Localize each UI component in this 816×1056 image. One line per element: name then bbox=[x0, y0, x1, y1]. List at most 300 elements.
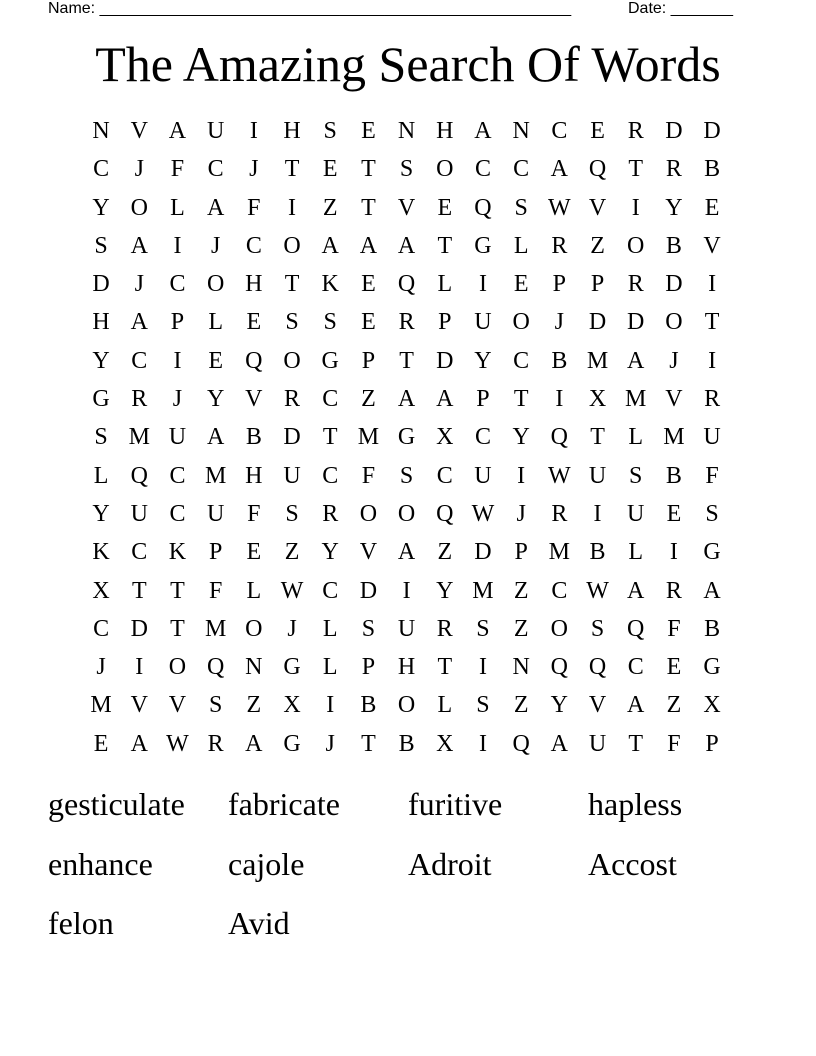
grid-letter: S bbox=[476, 692, 490, 719]
grid-letter: O bbox=[130, 194, 148, 221]
grid-letter: V bbox=[130, 118, 148, 144]
grid-letter: A bbox=[703, 577, 721, 604]
grid-letter: K bbox=[321, 271, 339, 298]
grid-letter: R bbox=[131, 386, 148, 413]
grid-letter: I bbox=[708, 347, 717, 374]
grid-letter: U bbox=[206, 118, 225, 144]
grid-letter: O bbox=[627, 232, 645, 259]
grid-letter: L bbox=[322, 654, 338, 681]
grid-letter: S bbox=[629, 462, 643, 489]
grid-letter: C bbox=[436, 462, 453, 489]
grid-letter: Y bbox=[512, 424, 530, 451]
grid-letter: C bbox=[551, 577, 568, 604]
grid-letter: O bbox=[436, 156, 454, 183]
grid-letter: P bbox=[514, 539, 528, 566]
grid-letter: D bbox=[359, 577, 378, 604]
grid-letter: I bbox=[402, 577, 411, 604]
grid-letter: C bbox=[551, 118, 568, 144]
grid-letter: L bbox=[628, 424, 644, 451]
grid-letter: P bbox=[361, 654, 376, 681]
grid-letter: I bbox=[478, 271, 487, 298]
grid-letter: C bbox=[474, 156, 491, 183]
grid-letter: C bbox=[169, 271, 186, 298]
grid-letter: A bbox=[397, 232, 416, 259]
grid-letter: C bbox=[322, 386, 339, 413]
grid-letter: I bbox=[708, 271, 717, 298]
grid-letter: U bbox=[130, 500, 148, 527]
grid-letter: C bbox=[245, 232, 262, 259]
grid-letter: R bbox=[665, 577, 682, 604]
grid-letter: A bbox=[550, 156, 569, 183]
grid-letter: Q bbox=[550, 654, 569, 681]
grid-letter: M bbox=[548, 539, 571, 566]
word-list-item: hapless bbox=[588, 786, 683, 822]
grid-letter: F bbox=[667, 615, 681, 642]
grid-letter: L bbox=[437, 271, 453, 298]
grid-letter: F bbox=[208, 577, 223, 604]
grid-letter: Q bbox=[206, 654, 225, 681]
word-list-item: Adroit bbox=[408, 845, 492, 882]
grid-letter: T bbox=[513, 386, 529, 413]
grid-letter: B bbox=[360, 692, 377, 719]
letter-grid bbox=[82, 112, 731, 763]
grid-letter: T bbox=[437, 654, 453, 681]
grid-letter: C bbox=[322, 577, 339, 604]
grid-letter: Y bbox=[474, 347, 492, 374]
grid-letter: Z bbox=[284, 539, 300, 566]
grid-letter: R bbox=[398, 309, 415, 336]
word-list-item: fabricate bbox=[228, 786, 340, 822]
grid-letter: U bbox=[474, 462, 492, 489]
grid-letter: T bbox=[170, 615, 185, 642]
grid-letter: K bbox=[92, 539, 110, 566]
grid-letter: F bbox=[705, 462, 719, 489]
grid-letter: A bbox=[130, 232, 148, 259]
grid-letter: E bbox=[666, 500, 682, 527]
grid-letter: T bbox=[361, 730, 376, 757]
grid-letter: T bbox=[437, 232, 453, 259]
grid-letter: C bbox=[93, 156, 110, 183]
grid-letter: O bbox=[359, 500, 378, 527]
grid-letter: S bbox=[285, 500, 299, 527]
grid-letter: J bbox=[134, 156, 144, 183]
grid-letter: N bbox=[245, 654, 263, 681]
grid-letter: O bbox=[245, 615, 263, 642]
grid-letter: S bbox=[285, 309, 299, 336]
grid-letter: M bbox=[625, 386, 647, 413]
grid-letter: Z bbox=[513, 692, 529, 719]
grid-letter: Q bbox=[512, 730, 530, 757]
grid-letter: H bbox=[397, 654, 416, 681]
grid-letter: O bbox=[397, 692, 416, 719]
word-list bbox=[48, 778, 768, 957]
grid-letter: A bbox=[474, 118, 492, 144]
grid-letter: P bbox=[705, 730, 719, 757]
grid-letter: O bbox=[168, 654, 187, 681]
grid-letter: M bbox=[472, 577, 494, 604]
grid-letter: X bbox=[703, 692, 721, 719]
grid-letter: E bbox=[361, 309, 376, 336]
grid-letter: D bbox=[627, 309, 645, 336]
grid-letter: C bbox=[513, 347, 530, 374]
date-field-label: Date: _______ bbox=[628, 0, 733, 17]
grid-letter: B bbox=[665, 462, 682, 489]
word-list-item: furitive bbox=[408, 786, 503, 822]
grid-letter: A bbox=[627, 577, 645, 604]
grid-letter: W bbox=[471, 500, 495, 527]
grid-letter: U bbox=[627, 500, 645, 527]
grid-letter: V bbox=[168, 692, 187, 719]
page-title: The Amazing Search Of Words bbox=[95, 36, 721, 92]
grid-letter: V bbox=[397, 194, 416, 221]
grid-letter: A bbox=[397, 539, 416, 566]
grid-letter: S bbox=[514, 194, 528, 221]
grid-letter: L bbox=[628, 539, 644, 566]
grid-letter: D bbox=[130, 615, 148, 642]
grid-letter: E bbox=[246, 309, 262, 336]
grid-letter: N bbox=[512, 654, 530, 681]
grid-letter: Q bbox=[436, 500, 454, 527]
grid-letter: W bbox=[548, 462, 571, 489]
grid-letter: C bbox=[322, 462, 339, 489]
word-list-item: Accost bbox=[588, 845, 677, 882]
grid-letter: Z bbox=[322, 194, 338, 221]
grid-letter: V bbox=[588, 692, 607, 719]
grid-letter: X bbox=[92, 577, 110, 604]
grid-letter: U bbox=[397, 615, 416, 642]
grid-letter: A bbox=[397, 386, 416, 413]
grid-letter: A bbox=[550, 730, 569, 757]
grid-letter: T bbox=[628, 156, 644, 183]
grid-letter: I bbox=[555, 386, 564, 413]
grid-letter: V bbox=[359, 539, 378, 566]
grid-letter: Z bbox=[246, 692, 262, 719]
grid-letter: A bbox=[130, 309, 148, 336]
grid-letter: V bbox=[588, 194, 607, 221]
grid-letter: Q bbox=[550, 424, 569, 451]
grid-letter: C bbox=[93, 615, 110, 642]
grid-letter: E bbox=[704, 194, 720, 221]
grid-letter: Z bbox=[513, 577, 529, 604]
grid-letter: W bbox=[166, 730, 189, 757]
grid-letter: S bbox=[399, 156, 414, 183]
grid-letter: I bbox=[631, 194, 640, 221]
grid-letter: P bbox=[476, 386, 490, 413]
grid-letter: J bbox=[249, 156, 259, 183]
grid-letter: J bbox=[669, 347, 679, 374]
grid-letter: D bbox=[703, 118, 721, 144]
grid-letter: B bbox=[704, 615, 721, 642]
grid-letter: S bbox=[323, 309, 337, 336]
grid-letter: H bbox=[245, 271, 263, 298]
grid-letter: L bbox=[437, 692, 453, 719]
grid-letter: O bbox=[206, 271, 225, 298]
grid-letter: Y bbox=[206, 386, 225, 413]
grid-letter: O bbox=[665, 309, 683, 336]
grid-letter: Y bbox=[92, 194, 110, 221]
grid-letter: F bbox=[667, 730, 681, 757]
grid-letter: S bbox=[208, 692, 223, 719]
grid-letter: A bbox=[130, 730, 148, 757]
grid-letter: P bbox=[361, 347, 376, 374]
grid-letter: J bbox=[172, 386, 183, 413]
grid-letter: P bbox=[170, 309, 185, 336]
grid-letter: T bbox=[322, 424, 338, 451]
grid-letter: T bbox=[704, 309, 720, 336]
grid-letter: Y bbox=[436, 577, 454, 604]
grid-letter: C bbox=[474, 424, 491, 451]
grid-letter: G bbox=[703, 539, 721, 566]
grid-letter: Q bbox=[245, 347, 263, 374]
grid-letter: C bbox=[207, 156, 224, 183]
grid-letter: D bbox=[283, 424, 301, 451]
grid-letter: R bbox=[665, 156, 682, 183]
grid-letter: V bbox=[665, 386, 683, 413]
grid-letter: E bbox=[208, 347, 223, 374]
grid-letter: I bbox=[135, 654, 144, 681]
grid-letter: E bbox=[590, 118, 605, 144]
grid-letter: V bbox=[703, 232, 721, 259]
grid-letter: R bbox=[551, 500, 568, 527]
grid-letter: W bbox=[548, 194, 571, 221]
grid-letter: S bbox=[323, 118, 337, 144]
grid-letter: Y bbox=[92, 347, 110, 374]
grid-letter: G bbox=[397, 424, 416, 451]
grid-letter: E bbox=[437, 194, 453, 221]
grid-letter: A bbox=[321, 232, 339, 259]
grid-letter: O bbox=[550, 615, 569, 642]
grid-letter: L bbox=[93, 462, 109, 489]
grid-letter: D bbox=[92, 271, 110, 298]
grid-letter: Z bbox=[437, 539, 453, 566]
grid-letter: V bbox=[130, 692, 148, 719]
grid-letter: S bbox=[476, 615, 490, 642]
grid-letter: L bbox=[513, 232, 529, 259]
worksheet-header bbox=[48, 0, 748, 20]
grid-letter: G bbox=[321, 347, 339, 374]
grid-letter: P bbox=[208, 539, 223, 566]
grid-letter: B bbox=[551, 347, 568, 374]
grid-letter: O bbox=[512, 309, 530, 336]
grid-letter: G bbox=[283, 654, 301, 681]
grid-letter: H bbox=[245, 462, 263, 489]
grid-letter: C bbox=[131, 539, 148, 566]
grid-letter: Y bbox=[321, 539, 339, 566]
grid-letter: T bbox=[284, 271, 300, 298]
grid-letter: Q bbox=[130, 462, 148, 489]
grid-letter: B bbox=[589, 539, 606, 566]
grid-letter: J bbox=[325, 730, 335, 757]
grid-letter: M bbox=[128, 424, 150, 451]
grid-letter: U bbox=[588, 462, 607, 489]
grid-letter: P bbox=[438, 309, 452, 336]
grid-letter: S bbox=[94, 232, 108, 259]
grid-letter: T bbox=[284, 156, 300, 183]
grid-letter: A bbox=[359, 232, 378, 259]
grid-letter: D bbox=[474, 539, 492, 566]
grid-letter: O bbox=[283, 347, 301, 374]
grid-letter: Z bbox=[590, 232, 605, 259]
grid-letter: L bbox=[246, 577, 262, 604]
grid-letter: Y bbox=[92, 500, 110, 527]
grid-letter: S bbox=[361, 615, 376, 642]
grid-letter: S bbox=[399, 462, 414, 489]
grid-letter: I bbox=[517, 462, 526, 489]
grid-letter: M bbox=[90, 692, 112, 719]
grid-letter: A bbox=[206, 194, 225, 221]
grid-letter: A bbox=[245, 730, 263, 757]
grid-letter: X bbox=[436, 424, 454, 451]
grid-letter: J bbox=[134, 271, 144, 298]
grid-letter: H bbox=[283, 118, 301, 144]
grid-letter: N bbox=[397, 118, 416, 144]
grid-letter: B bbox=[665, 232, 682, 259]
grid-letter: G bbox=[92, 386, 110, 413]
word-list-item: Avid bbox=[228, 905, 290, 941]
grid-letter: M bbox=[204, 615, 227, 642]
grid-letter: S bbox=[94, 424, 108, 451]
grid-letter: T bbox=[131, 577, 147, 604]
grid-letter: J bbox=[96, 654, 106, 681]
name-field-label: Name: _____________________________________________________ bbox=[48, 0, 572, 17]
word-list-item: cajole bbox=[228, 845, 305, 882]
grid-letter: T bbox=[399, 347, 414, 374]
grid-letter: S bbox=[590, 615, 605, 642]
grid-letter: I bbox=[593, 500, 602, 527]
grid-letter: G bbox=[703, 654, 721, 681]
grid-letter: Q bbox=[627, 615, 645, 642]
grid-letter: F bbox=[247, 500, 261, 527]
grid-letter: V bbox=[245, 386, 263, 413]
grid-letter: Q bbox=[474, 194, 492, 221]
grid-letter: D bbox=[588, 309, 607, 336]
grid-letter: P bbox=[590, 271, 605, 298]
grid-letter: A bbox=[168, 118, 187, 144]
grid-letter: A bbox=[206, 424, 225, 451]
grid-letter: T bbox=[361, 156, 376, 183]
grid-letter: Z bbox=[666, 692, 682, 719]
grid-letter: F bbox=[361, 462, 376, 489]
grid-letter: I bbox=[173, 347, 182, 374]
grid-letter: G bbox=[283, 730, 301, 757]
grid-letter: R bbox=[627, 118, 644, 144]
grid-letter: A bbox=[627, 347, 645, 374]
grid-letter: Q bbox=[588, 156, 607, 183]
grid-letter: T bbox=[628, 730, 644, 757]
grid-letter: E bbox=[93, 730, 109, 757]
word-list-item: enhance bbox=[48, 845, 153, 882]
grid-letter: X bbox=[436, 730, 454, 757]
grid-letter: F bbox=[170, 156, 185, 183]
grid-letter: I bbox=[478, 730, 487, 757]
grid-letter: L bbox=[170, 194, 185, 221]
grid-letter: Z bbox=[513, 615, 529, 642]
grid-letter: I bbox=[478, 654, 487, 681]
grid-letter: E bbox=[666, 654, 682, 681]
grid-letter: U bbox=[588, 730, 607, 757]
grid-letter: J bbox=[210, 232, 221, 259]
grid-letter: E bbox=[361, 271, 376, 298]
grid-letter: E bbox=[513, 271, 529, 298]
grid-letter: L bbox=[208, 309, 223, 336]
word-list-item: gesticulate bbox=[48, 786, 185, 822]
grid-letter: Y bbox=[665, 194, 683, 221]
grid-letter: K bbox=[168, 539, 187, 566]
grid-letter: W bbox=[586, 577, 609, 604]
grid-letter: O bbox=[283, 232, 301, 259]
grid-letter: C bbox=[627, 654, 644, 681]
grid-letter: L bbox=[322, 615, 338, 642]
grid-letter: D bbox=[665, 118, 683, 144]
grid-letter: R bbox=[207, 730, 224, 757]
grid-letter: I bbox=[288, 194, 297, 221]
grid-letter: R bbox=[322, 500, 339, 527]
grid-letter: M bbox=[586, 347, 609, 374]
grid-letter: C bbox=[169, 462, 186, 489]
grid-letter: Q bbox=[397, 271, 416, 298]
grid-letter: J bbox=[554, 309, 565, 336]
grid-letter: N bbox=[92, 118, 110, 144]
grid-letter: Q bbox=[588, 654, 607, 681]
grid-letter: H bbox=[436, 118, 454, 144]
grid-letter: C bbox=[131, 347, 148, 374]
grid-letter: U bbox=[703, 424, 721, 451]
grid-letter: U bbox=[283, 462, 301, 489]
grid-letter: T bbox=[170, 577, 185, 604]
grid-letter: C bbox=[169, 500, 186, 527]
grid-letter: U bbox=[206, 500, 225, 527]
grid-letter: E bbox=[246, 539, 262, 566]
grid-letter: J bbox=[287, 615, 297, 642]
grid-letter: I bbox=[326, 692, 335, 719]
grid-letter: N bbox=[512, 118, 530, 144]
grid-letter: M bbox=[663, 424, 685, 451]
grid-letter: I bbox=[669, 539, 678, 566]
grid-letter: O bbox=[397, 500, 416, 527]
grid-letter: Z bbox=[361, 386, 376, 413]
grid-letter: R bbox=[627, 271, 644, 298]
grid-letter: X bbox=[588, 386, 607, 413]
grid-letter: U bbox=[168, 424, 187, 451]
grid-letter: T bbox=[361, 194, 376, 221]
grid-letter: F bbox=[247, 194, 261, 221]
grid-letter: J bbox=[516, 500, 526, 527]
grid-letter: H bbox=[92, 309, 110, 336]
grid-letter: M bbox=[204, 462, 227, 489]
grid-letter: E bbox=[361, 118, 376, 144]
grid-letter: B bbox=[704, 156, 721, 183]
grid-letter: B bbox=[398, 730, 415, 757]
grid-letter: D bbox=[436, 347, 454, 374]
grid-letter: G bbox=[474, 232, 492, 259]
grid-letter: R bbox=[704, 386, 721, 413]
grid-letter: R bbox=[436, 615, 453, 642]
grid-letter: R bbox=[551, 232, 568, 259]
grid-letter: A bbox=[436, 386, 454, 413]
grid-letter: T bbox=[590, 424, 605, 451]
grid-letter: Y bbox=[550, 692, 569, 719]
grid-letter: U bbox=[474, 309, 492, 336]
grid-letter: C bbox=[513, 156, 530, 183]
grid-letter: X bbox=[283, 692, 301, 719]
grid-letter: B bbox=[245, 424, 262, 451]
grid-letter: D bbox=[665, 271, 683, 298]
grid-letter: M bbox=[357, 424, 380, 451]
grid-letter: W bbox=[280, 577, 304, 604]
grid-letter: I bbox=[173, 232, 182, 259]
grid-letter: P bbox=[552, 271, 567, 298]
grid-letter: I bbox=[249, 118, 258, 144]
